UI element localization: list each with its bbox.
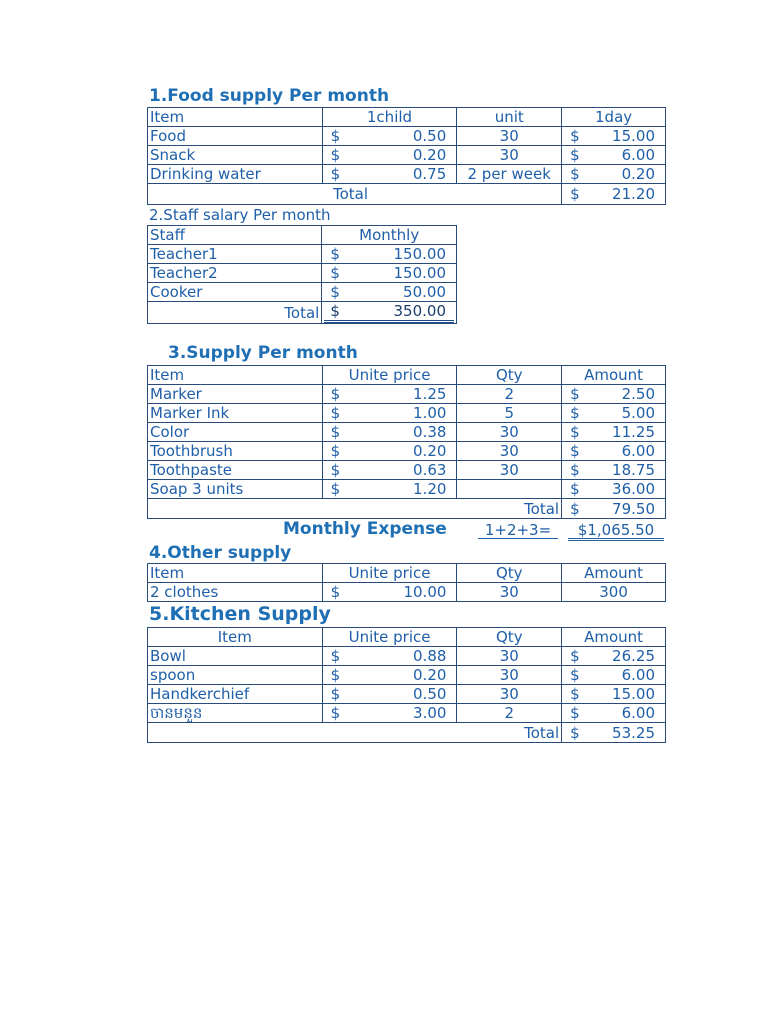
money-cell xyxy=(562,165,666,184)
amount: 2.50 xyxy=(621,385,655,403)
amount: 6.00 xyxy=(621,146,655,164)
qty-cell: 2 xyxy=(457,385,562,404)
kitchen-header-qty: Qty xyxy=(457,628,562,647)
item-name: Toothbrush xyxy=(148,442,323,461)
table-row xyxy=(148,264,457,283)
currency: $ xyxy=(570,480,580,498)
amount: 26.25 xyxy=(612,647,655,665)
money-cell xyxy=(322,283,457,302)
money-cell xyxy=(322,666,457,685)
qty-cell: 30 xyxy=(457,423,562,442)
amount: 150.00 xyxy=(393,264,446,282)
price: 1.20 xyxy=(413,480,447,498)
total-amount: 79.50 xyxy=(612,499,655,518)
price: 1.00 xyxy=(413,404,447,422)
staff-total-row xyxy=(148,302,457,324)
total-label: Total xyxy=(148,302,322,324)
item-name: Food xyxy=(148,127,323,146)
currency: $ xyxy=(570,385,580,403)
currency: $ xyxy=(570,704,580,722)
amount: 6.00 xyxy=(621,442,655,460)
amount: 0.20 xyxy=(621,165,655,183)
table-row xyxy=(148,245,457,264)
currency: $ xyxy=(330,385,341,403)
money-cell xyxy=(562,685,666,704)
total-label: Total xyxy=(148,723,562,743)
staff-name: Cooker xyxy=(148,283,322,302)
other-header-price: Unite price xyxy=(322,564,457,583)
currency: $ xyxy=(570,442,580,460)
qty-cell: 30 xyxy=(457,442,562,461)
money-cell xyxy=(562,146,666,165)
food-header-item: Item xyxy=(148,108,323,127)
currency: $ xyxy=(570,647,580,665)
currency: $ xyxy=(330,704,341,722)
table-row xyxy=(148,685,666,704)
currency: $ xyxy=(570,723,580,742)
money-cell xyxy=(322,461,457,480)
price: 10.00 xyxy=(403,583,447,601)
supply-header-price: Unite price xyxy=(322,366,457,385)
table-row xyxy=(148,647,666,666)
kitchen-table xyxy=(147,627,666,743)
other-section-title: 4.Other supply xyxy=(149,543,292,563)
currency: $ xyxy=(570,165,580,183)
table-row xyxy=(148,165,666,184)
monthly-expense-formula: 1+2+3= xyxy=(478,522,558,539)
item-name: Handkerchief xyxy=(148,685,323,704)
qty-cell: 30 xyxy=(457,666,562,685)
unit-cell: 2 per week xyxy=(457,165,562,184)
table-row xyxy=(148,583,666,602)
item-name: Marker xyxy=(148,385,323,404)
currency: $ xyxy=(330,165,341,183)
currency: $ xyxy=(330,127,341,145)
item-name: ចានមនួន xyxy=(148,704,323,723)
kitchen-header-amount: Amount xyxy=(562,628,666,647)
supply-total-row xyxy=(148,499,666,519)
total-amount: 21.20 xyxy=(612,185,655,203)
money-cell xyxy=(322,127,457,146)
money-cell xyxy=(562,666,666,685)
currency: $ xyxy=(330,583,341,601)
money-cell xyxy=(322,385,457,404)
amount: 0.20 xyxy=(412,146,447,164)
qty-cell xyxy=(457,480,562,499)
total-cell xyxy=(322,302,457,324)
other-header-row xyxy=(148,564,666,583)
item-name: Drinking water xyxy=(148,165,323,184)
total-cell xyxy=(562,184,666,205)
money-cell xyxy=(322,647,457,666)
money-cell xyxy=(322,423,457,442)
unit-cell: 30 xyxy=(457,127,562,146)
currency: $ xyxy=(570,685,580,703)
staff-header-row xyxy=(148,226,457,245)
supply-section-title: 3.Supply Per month xyxy=(168,343,358,363)
amount: 18.75 xyxy=(612,461,655,479)
table-row xyxy=(148,704,666,723)
total-label: Total xyxy=(148,499,562,519)
money-cell xyxy=(562,385,666,404)
food-table xyxy=(147,107,666,205)
money-cell xyxy=(322,404,457,423)
food-header-row xyxy=(148,108,666,127)
table-row xyxy=(148,480,666,499)
item-name: spoon xyxy=(148,666,323,685)
supply-header-row xyxy=(148,366,666,385)
currency: $ xyxy=(330,404,341,422)
amount: 15.00 xyxy=(612,685,655,703)
currency: $ xyxy=(570,666,580,684)
currency: $ xyxy=(330,146,341,164)
money-cell xyxy=(562,404,666,423)
food-header-child: 1child xyxy=(322,108,457,127)
currency: $ xyxy=(330,245,340,263)
currency: $ xyxy=(330,647,341,665)
item-name: 2 clothes xyxy=(148,583,323,602)
item-name: Soap 3 units xyxy=(148,480,323,499)
table-row xyxy=(148,461,666,480)
monthly-expense-value: $1,065.50 xyxy=(568,522,664,541)
item-name: Bowl xyxy=(148,647,323,666)
supply-header-qty: Qty xyxy=(457,366,562,385)
monthly-expense-label: Monthly Expense xyxy=(283,519,447,539)
other-table xyxy=(147,563,666,602)
currency: $ xyxy=(570,461,580,479)
currency: $ xyxy=(570,499,580,518)
table-row xyxy=(148,127,666,146)
price: 0.20 xyxy=(413,666,447,684)
supply-table xyxy=(147,365,666,519)
kitchen-header-row xyxy=(148,628,666,647)
currency: $ xyxy=(330,461,341,479)
amount: 5.00 xyxy=(621,404,655,422)
price: 0.20 xyxy=(413,442,447,460)
money-cell xyxy=(322,583,457,602)
price: 1.25 xyxy=(413,385,447,403)
amount: 0.50 xyxy=(412,127,447,145)
money-cell xyxy=(322,704,457,723)
qty-cell: 2 xyxy=(457,704,562,723)
qty-cell: 30 xyxy=(457,461,562,480)
staff-name: Teacher1 xyxy=(148,245,322,264)
supply-header-item: Item xyxy=(148,366,323,385)
kitchen-header-item: Item xyxy=(148,628,323,647)
table-row xyxy=(148,666,666,685)
money-cell xyxy=(562,480,666,499)
currency: $ xyxy=(570,404,580,422)
staff-header-monthly: Monthly xyxy=(322,226,457,245)
currency: $ xyxy=(330,423,341,441)
food-section-title: 1.Food supply Per month xyxy=(149,86,390,106)
qty-cell: 5 xyxy=(457,404,562,423)
price: 0.38 xyxy=(413,423,447,441)
currency: $ xyxy=(570,146,580,164)
amount: 36.00 xyxy=(612,480,655,498)
money-cell xyxy=(322,442,457,461)
staff-section-title: 2.Staff salary Per month xyxy=(149,206,331,224)
price: 3.00 xyxy=(413,704,447,722)
amount: 0.75 xyxy=(412,165,447,183)
table-row xyxy=(148,442,666,461)
other-header-item: Item xyxy=(148,564,323,583)
food-total-row xyxy=(148,184,666,205)
currency: $ xyxy=(570,127,580,145)
money-cell xyxy=(562,423,666,442)
kitchen-total-row xyxy=(148,723,666,743)
money-cell xyxy=(562,442,666,461)
money-cell xyxy=(562,461,666,480)
currency: $ xyxy=(570,423,580,441)
food-header-unit: unit xyxy=(457,108,562,127)
currency: $ xyxy=(330,442,341,460)
currency: $ xyxy=(330,685,341,703)
total-amount: 350.00 xyxy=(393,302,446,320)
table-row xyxy=(148,146,666,165)
kitchen-section-title: 5.Kitchen Supply xyxy=(149,603,331,625)
money-cell xyxy=(322,685,457,704)
qty-cell: 30 xyxy=(457,647,562,666)
table-row xyxy=(148,385,666,404)
amount-cell: 300 xyxy=(562,583,666,602)
table-row xyxy=(148,283,457,302)
total-cell xyxy=(562,723,666,743)
amount: 15.00 xyxy=(612,127,655,145)
amount: 150.00 xyxy=(393,245,446,263)
amount: 6.00 xyxy=(621,704,655,722)
item-name: Color xyxy=(148,423,323,442)
currency: $ xyxy=(330,302,340,320)
price: 0.88 xyxy=(413,647,447,665)
money-cell xyxy=(562,647,666,666)
currency: $ xyxy=(330,480,341,498)
money-cell xyxy=(562,127,666,146)
item-name: Toothpaste xyxy=(148,461,323,480)
money-cell xyxy=(562,704,666,723)
currency: $ xyxy=(570,185,580,203)
item-name: Snack xyxy=(148,146,323,165)
qty-cell: 30 xyxy=(457,685,562,704)
currency: $ xyxy=(330,666,341,684)
money-cell xyxy=(322,146,457,165)
staff-table xyxy=(147,225,457,324)
money-cell xyxy=(322,480,457,499)
amount: 6.00 xyxy=(621,666,655,684)
price: 0.63 xyxy=(413,461,447,479)
unit-cell: 30 xyxy=(457,146,562,165)
amount: 11.25 xyxy=(612,423,655,441)
staff-name: Teacher2 xyxy=(148,264,322,283)
food-header-day: 1day xyxy=(562,108,666,127)
currency: $ xyxy=(330,264,340,282)
money-cell xyxy=(322,165,457,184)
price: 0.50 xyxy=(413,685,447,703)
total-amount: 53.25 xyxy=(612,723,655,742)
table-row xyxy=(148,404,666,423)
money-cell xyxy=(322,245,457,264)
total-cell xyxy=(562,499,666,519)
other-header-qty: Qty xyxy=(457,564,562,583)
currency: $ xyxy=(330,283,340,301)
table-row xyxy=(148,423,666,442)
amount: 50.00 xyxy=(403,283,446,301)
other-header-amount: Amount xyxy=(562,564,666,583)
supply-header-amount: Amount xyxy=(562,366,666,385)
total-label: Total xyxy=(148,184,562,205)
kitchen-header-price: Unite price xyxy=(322,628,457,647)
qty-cell: 30 xyxy=(457,583,562,602)
money-cell xyxy=(322,264,457,283)
item-name: Marker Ink xyxy=(148,404,323,423)
staff-header-staff: Staff xyxy=(148,226,322,245)
